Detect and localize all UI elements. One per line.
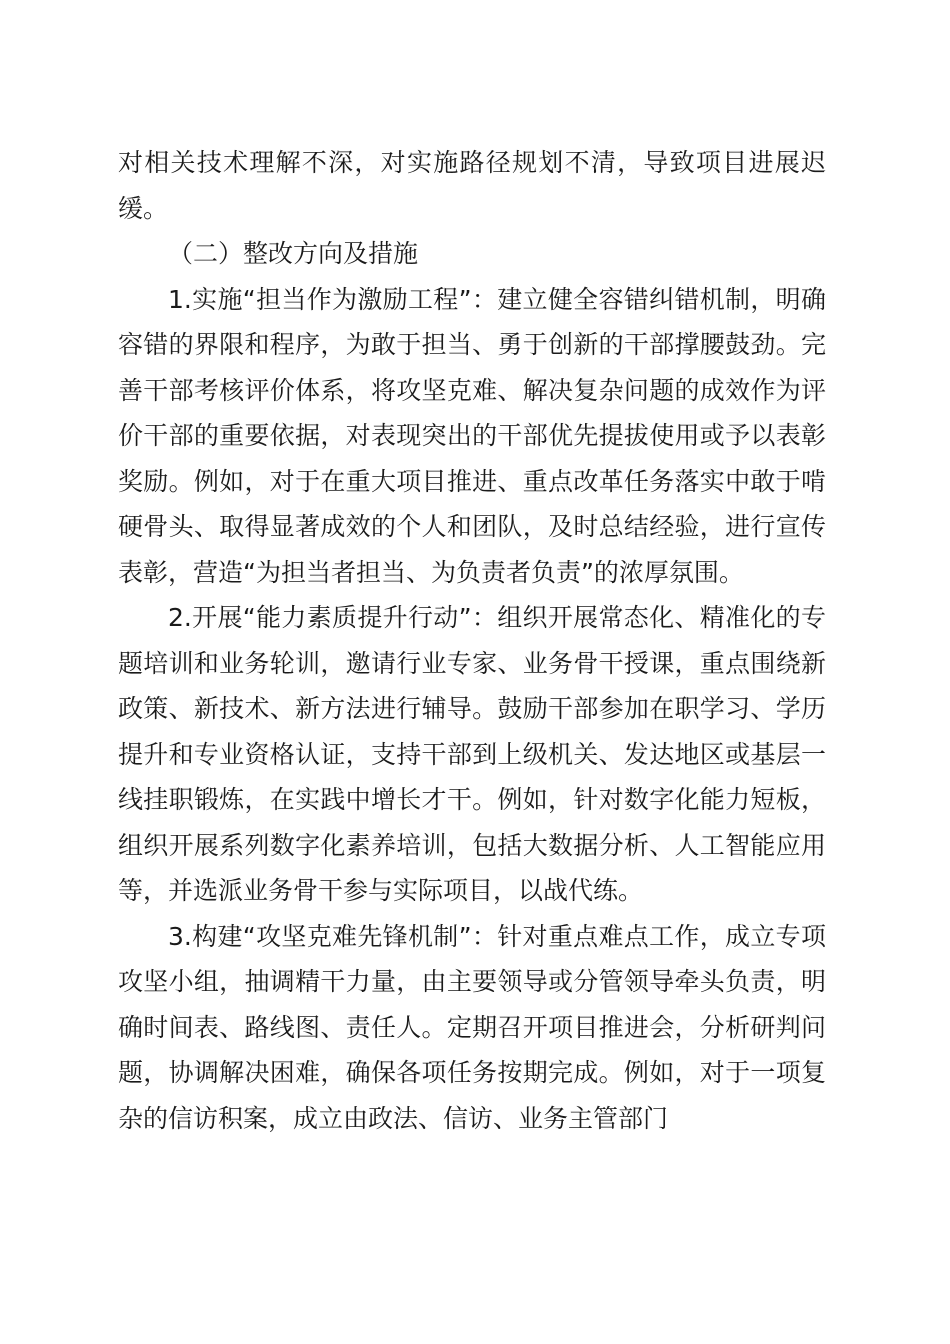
paragraph-measure-2: 2.开展“能力素质提升行动”：组织开展常态化、精准化的专题培训和业务轮训，邀请行业专家、业务骨干授课，重点围绕新政策、新技术、新方法进行辅导。鼓励干部参加在职学习、学历提升和专业资格认证，支持干部到上级机关、发达地区或基层一线挂职锻炼，在实践中增长才干。例如，针对数字化能力短板，组织开展系列数字化素养培训，包括大数据分析、人工智能应用等，并选派业务骨干参与实际项目，以战代练。 <box>118 603 826 905</box>
paragraph-continuation: 对相关技术理解不深，对实施路径规划不清，导致项目进展迟缓。 <box>118 148 826 223</box>
document-body <box>118 140 826 1141</box>
section-heading: （二）整改方向及措施 <box>168 239 419 268</box>
paragraph-measure-1: 1.实施“担当作为激励工程”：建立健全容错纠错机制，明确容错的界限和程序，为敢于担当、勇于创新的干部撑腰鼓劲。完善干部考核评价体系，将攻坚克难、解决复杂问题的成效作为评价干部的重要依据，对表现突出的干部优先提拔使用或予以表彰奖励。例如，对于在重大项目推进、重点改革任务落实中敢于啃硬骨头、取得显著成效的个人和团队，及时总结经验，进行宣传表彰，营造“为担当者担当、为负责者负责”的浓厚氛围。 <box>118 284 826 587</box>
paragraph-measure-3: 3.构建“攻坚克难先锋机制”：针对重点难点工作，成立专项攻坚小组，抽调精干力量，由主要领导或分管领导牵头负责，明确时间表、路线图、责任人。定期召开项目推进会，分析研判问题，协调解决困难，确保各项任务按期完成。例如，对于一项复杂的信访积案，成立由政法、信访、业务主管部门 <box>118 921 826 1133</box>
